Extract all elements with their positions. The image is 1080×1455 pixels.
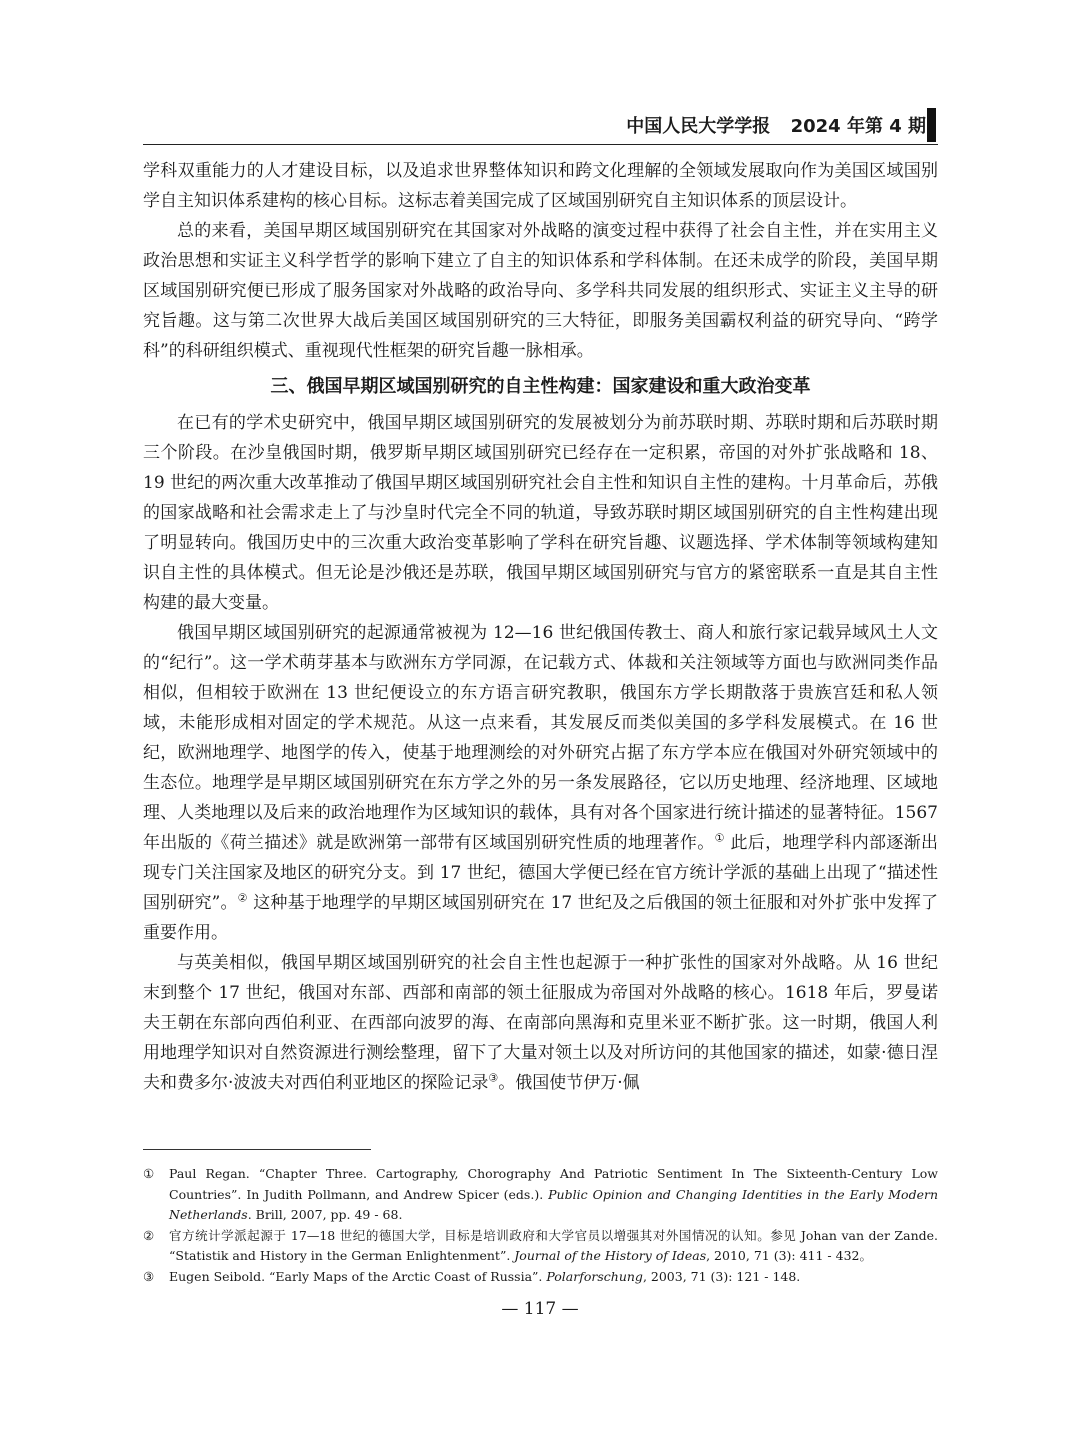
footnote-text-part: . Brill, 2007, pp. 49 - 68. bbox=[247, 1207, 403, 1222]
article-body bbox=[143, 156, 938, 1098]
footnote-text bbox=[169, 1226, 938, 1267]
footnote-text-part: Eugen Seibold. “Early Maps of the Arctic Coast of Russia”. bbox=[169, 1268, 547, 1284]
paragraph-text: 与英美相似，俄国早期区域国别研究的社会自主性也起源于一种扩张性的国家对外战略。从 16 世纪末到整个 17 世纪，俄国对东部、西部和南部的领土征服成为帝国对外战略的核心。1618 年后，罗曼诺夫王朝在东部向西伯利亚、在西部向波罗的海、在南部向黑海和克里米亚不断扩张。这一时期，俄国人利用地理学知识对自然资源进行测绘整理，留下了大量对领土以及对所访问的其他国家的描述，如蒙·德日涅夫和费多尔·波波夫对西伯利亚地区的探险记录 bbox=[143, 953, 938, 1093]
paragraph bbox=[143, 618, 938, 948]
footnote-number: ① bbox=[143, 1166, 155, 1181]
footnote bbox=[143, 1267, 938, 1288]
paragraph-text: 此后，地理学科内部逐渐出现专门关注国家及地区的研究分支。到 17 世纪，德国大学便已经在官方统计学派的基础上出现了“描述性国别研究”。 bbox=[143, 833, 938, 913]
header-marker-bar bbox=[927, 108, 936, 142]
issue-label: 2024 年第 4 期 bbox=[790, 116, 926, 137]
footnote-text-part: Paul Regan. “Chapter Three. Cartography, Chorography And Patriotic Sentiment In The Sixteenth-Century Low Countries”. In Judith Pollmann, and Andrew Spicer (eds.). bbox=[169, 1166, 938, 1202]
footnote-number: ③ bbox=[143, 1268, 155, 1284]
footnote-title: Polarforschung bbox=[546, 1268, 643, 1284]
page-number: — 117 — bbox=[501, 1299, 579, 1319]
footnote-text-part: , 2010, 71 (3): 411 - 432。 bbox=[706, 1248, 872, 1263]
section-heading: 三、俄国早期区域国别研究的自主性构建：国家建设和重大政治变革 bbox=[270, 376, 811, 397]
journal-title: 中国人民大学学报 bbox=[626, 116, 771, 137]
footnote-rule bbox=[143, 1149, 371, 1150]
footnote-ref[interactable]: ② bbox=[237, 891, 248, 905]
paragraph: 在已有的学术史研究中，俄国早期区域国别研究的发展被划分为前苏联时期、苏联时期和后苏联时期三个阶段。在沙皇俄国时期，俄罗斯早期区域国别研究已经存在一定积累，帝国的对外扩张战略和 18、19 世纪的两次重大改革推动了俄国早期区域国别研究社会自主性和知识自主性的建构。十月革命后，苏俄的国家战略和社会需求走上了与沙皇时代完全不同的轨道，导致苏联时期区域国别研究的自主性构建出现了明显转向。俄国历史中的三次重大政治变革影响了学科在研究旨趣、议题选择、学术体制等领域构建知识自主性的具体模式。但无论是沙俄还是苏联，俄国早期区域国别研究与官方的紧密联系一直是其自主性构建的最大变量。 bbox=[143, 413, 938, 613]
footnote-ref[interactable]: ① bbox=[714, 831, 725, 845]
paragraph-text: 俄国早期区域国别研究的起源通常被视为 12—16 世纪俄国传教士、商人和旅行家记载异域风土人文的“纪行”。这一学术萌芽基本与欧洲东方学同源，在记载方式、体裁和关注领域等方面也与欧洲同类作品相似，但相较于欧洲在 13 世纪便设立的东方语言研究教职，俄国东方学长期散落于贵族宫廷和私人领域，未能形成相对固定的学术规范。从这一点来看，其发展反而类似美国的多学科发展模式。在 16 世纪，欧洲地理学、地图学的传入，使基于地理测绘的对外研究占据了东方学本应在俄国对外研究领域中的生态位。地理学是早期区域国别研究在东方学之外的另一条发展路径，它以历史地理、经济地理、区域地理、人类地理以及后来的政治地理作为区域知识的载体，具有对各个国家进行统计描述的显著特征。1567 年出版的《荷兰描述》就是欧洲第一部带有区域国别研究性质的地理著作。 bbox=[143, 623, 938, 853]
footnote-text-part: 官方统计学派起源于 17—18 世纪的德国大学，目标是培训政府和大学官员以增强其对外国情况的认知。参见 Johan van der Zande. “Statistik and History in the German Enlightenment”. bbox=[169, 1227, 938, 1263]
paragraph-text: 。俄国使节伊万·佩 bbox=[498, 1073, 640, 1093]
paragraph bbox=[143, 948, 938, 1098]
footnote-text bbox=[169, 1267, 938, 1288]
footnote bbox=[143, 1226, 938, 1267]
paragraph: 总的来看，美国早期区域国别研究在其国家对外战略的演变过程中获得了社会自主性，并在实用主义政治思想和实证主义科学哲学的影响下建立了自主的知识体系和学科体制。在还未成学的阶段，美国早期区域国别研究便已形成了服务国家对外战略的政治导向、多学科共同发展的组织形式、实证主义主导的研究旨趣。这与第二次世界大战后美国区域国别研究的三大特征，即服务美国霸权利益的研究导向、“跨学科”的科研组织模式、重视现代性框架的研究旨趣一脉相承。 bbox=[143, 221, 938, 361]
header-rule bbox=[143, 144, 938, 145]
paragraph: 学科双重能力的人才建设目标，以及追求世界整体知识和跨文化理解的全领域发展取向作为美国区域国别学自主知识体系建构的核心目标。这标志着美国完成了区域国别研究自主知识体系的顶层设计。 bbox=[143, 161, 938, 211]
footnote-text bbox=[169, 1164, 938, 1226]
footnote-title: Public Opinion and Changing Identities in the Early Modern Netherlands bbox=[169, 1186, 939, 1222]
footnote bbox=[143, 1164, 938, 1226]
running-header bbox=[143, 112, 938, 142]
footnote-ref[interactable]: ③ bbox=[488, 1071, 499, 1085]
paragraph-text: 这种基于地理学的早期区域国别研究在 17 世纪及之后俄国的领土征服和对外扩张中发挥了重要作用。 bbox=[143, 893, 938, 943]
footnote-title: Journal of the History of Ideas bbox=[514, 1248, 707, 1263]
footnotes bbox=[143, 1164, 938, 1287]
footnote-text-part: , 2003, 71 (3): 121 - 148. bbox=[642, 1268, 801, 1284]
footnote-number: ② bbox=[143, 1227, 155, 1243]
